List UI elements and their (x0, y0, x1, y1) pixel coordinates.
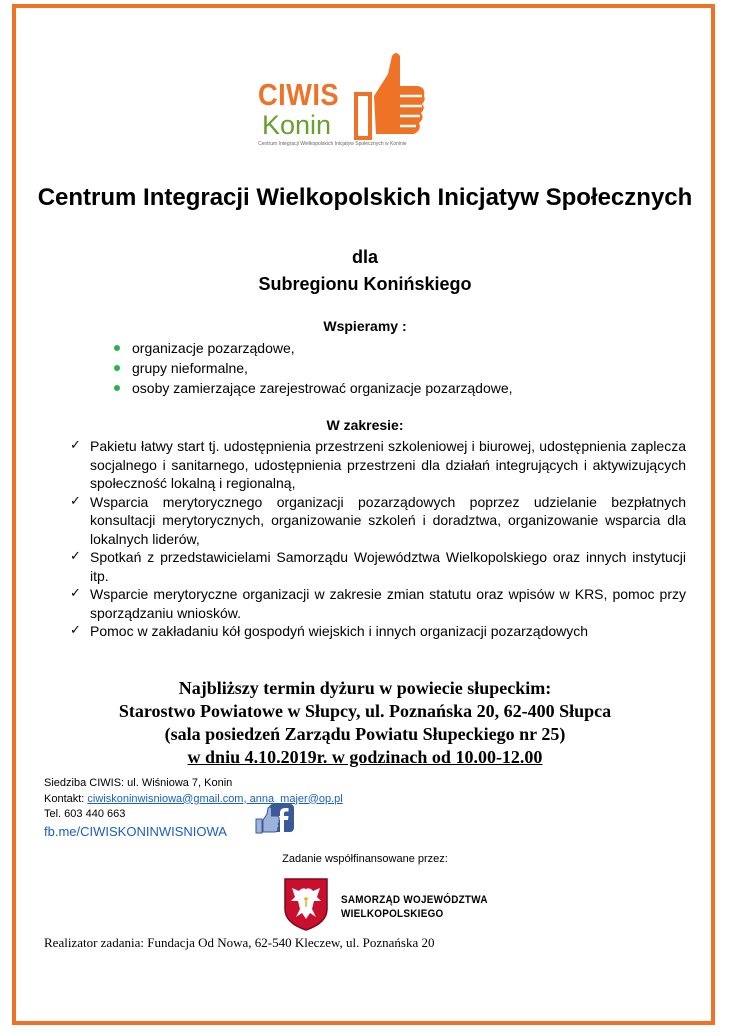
facebook-like-icon[interactable] (253, 803, 295, 835)
realizator-text: Realizator zadania: Fundacja Od Nowa, 62-540 Kleczew, ul. Poznańska 20 (44, 935, 435, 950)
duty-info (30, 677, 700, 769)
scope-heading: W zakresie: (326, 417, 404, 433)
cofund-label: Zadanie współfinansowane przez: (282, 853, 448, 865)
duty-heading: Najbliższy termin dyżuru w powiecie słupeckim: (178, 678, 552, 698)
logo-ciwis-text: CIWIS (258, 77, 340, 112)
samorzad-line-2: WIELKOPOLSKIEGO (341, 908, 444, 920)
link-separator: , (243, 792, 250, 805)
support-heading: Wspieramy : (323, 318, 407, 334)
contact-label: Kontakt: (44, 792, 88, 805)
page-title: Centrum Integracji Wielkopolskich Inicjatyw Społecznych (37, 184, 693, 211)
phone: Tel. 603 440 663 (44, 808, 126, 820)
samorzad-line-1: SAMORZĄD WOJEWÓDZTWA (341, 894, 488, 906)
contact-line (44, 792, 343, 808)
list-item: ✓ Pomoc w zakładaniu kół gospodyń wiejskich i innych organizacji pozarządowych (68, 622, 686, 641)
list-item: organizacje pozarządowe, (112, 338, 513, 358)
email-link-ciwis[interactable]: ciwiskoninwisniowa@gmail.com (87, 792, 244, 805)
list-item: osoby zamierzające zarejestrować organizacje pozarządowe, (112, 378, 513, 398)
thumbs-up-icon (354, 50, 428, 140)
contact-block (44, 776, 343, 839)
coat-of-arms-icon (282, 877, 330, 931)
facebook-link[interactable]: fb.me/CIWISKONINWISNIOWA (44, 823, 227, 839)
list-item: ✓ Wsparcie merytoryczne organizacji w zakresie zmian statutu oraz wpisów w KRS, pomoc przy sporządzaniu wniosków. (68, 585, 686, 622)
list-item: grupy nieformalne, (112, 358, 513, 378)
support-list (112, 338, 513, 398)
logo-tagline: Centrum Integracji Wielkopolskich Inicjatyw Społecznych w Koninie (258, 141, 407, 147)
logo-konin-text: Konin (262, 110, 332, 140)
list-item: ✓ Spotkań z przedstawicielami Samorządu Województwa Wielkopolskiego oraz innych instytucji itp. (68, 548, 686, 585)
list-item: ✓ Pakietu łatwy start tj. udostępnienia przestrzeni szkoleniowej i biurowej, udostępnienia zaplecza socjalnego i sanitarnego, udostępnienia przestrzeni dla działań integrujących i aktywizujących społeczność lokalną i regionalną, (68, 437, 686, 493)
duty-room: (sala posiedzeń Zarządu Powiatu Słupeckiego nr 25) (164, 724, 566, 744)
duty-date: w dniu 4.10.2019r. w godzinach od 10.00-12.00 (187, 747, 543, 767)
samorzad-wojewodztwa-label (341, 893, 488, 921)
scope-list (68, 437, 686, 641)
duty-location: Starostwo Powiatowe w Słupcy, ul. Poznańska 20, 62-400 Słupca (118, 701, 612, 721)
address: Siedziba CIWIS: ul. Wiśniowa 7, Konin (44, 777, 233, 789)
ciwis-logo (258, 50, 438, 150)
subtitle-dla: dla (351, 247, 378, 267)
subtitle-region: Subregionu Konińskiego (258, 274, 472, 294)
email-link-anna[interactable]: anna_majer@op.pl (249, 792, 343, 805)
list-item: ✓ Wsparcia merytorycznego organizacji pozarządowych poprzez udzielanie bezpłatnych konsultacji merytorycznych, organizowanie szkoleń i doradztwa, organizowanie wsparcia dla lokalnych liderów, (68, 493, 686, 549)
